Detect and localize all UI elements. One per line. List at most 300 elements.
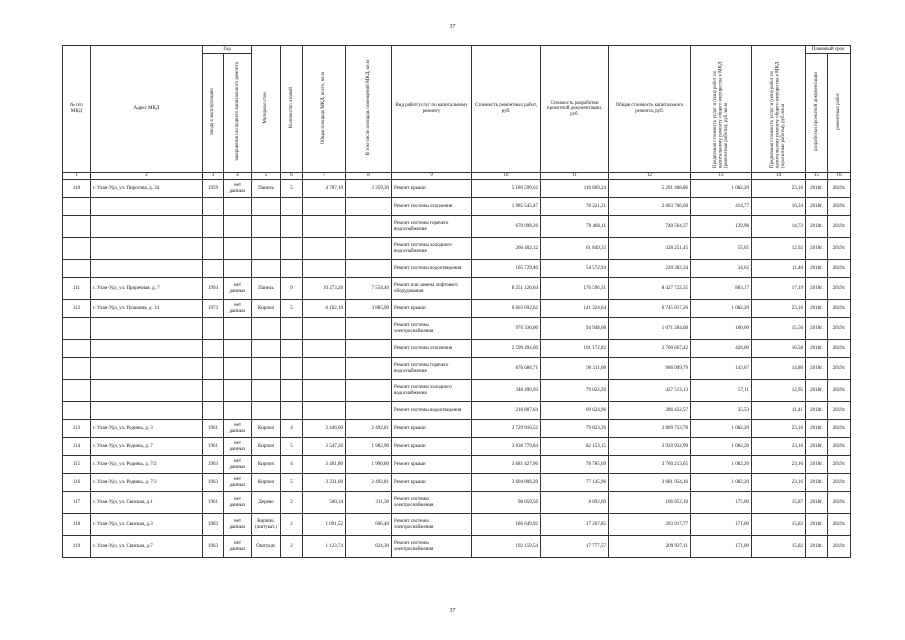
cell-total-area: [303, 238, 346, 260]
header-cost-total: Общая стоимость капитального ремонта, руб.: [609, 46, 691, 173]
cell-limit-works: 1 082,20: [691, 474, 752, 492]
cell-cost-total: 5 291 468,86: [609, 180, 691, 198]
col-number: 15: [806, 173, 828, 180]
cell-plan-design: 2018г.: [806, 536, 828, 558]
cell-floors: 5: [281, 300, 303, 318]
cell-limit-works: 57,11: [691, 380, 752, 402]
table-row: [63, 198, 851, 216]
cell-limit-design: 23,16: [752, 300, 806, 318]
cell-last-repair: [224, 340, 252, 358]
cell-plan-works: 2019г.: [828, 260, 851, 278]
cell-limit-works: 1 082,20: [691, 300, 752, 318]
cell-total-area: [303, 198, 346, 216]
cell-cost-total: 2 700 667,42: [609, 340, 691, 358]
cell-year: [203, 358, 224, 380]
cell-year: [203, 380, 224, 402]
cell-cost-design: 78 785,69: [541, 456, 609, 474]
col-number: 7: [303, 173, 346, 180]
cell-work-type: Ремонт крыши: [392, 300, 472, 318]
cell-address: г. Улан-Удэ, ул. Родины, д. 3: [91, 420, 203, 438]
cell-cost-works: 670 098,26: [472, 216, 541, 238]
cell-no: 111: [63, 278, 91, 300]
cell-walls: [252, 238, 281, 260]
cell-total-area: 10 273,20: [303, 278, 346, 300]
cell-year: [203, 340, 224, 358]
cell-plan-works: 2019г.: [828, 278, 851, 300]
cell-work-type: Ремонт крыши: [392, 180, 472, 198]
cell-premises-area: 2 492,81: [346, 420, 392, 438]
cell-address: г. Улан-Удэ, ул. Родины, д. 7/3: [91, 474, 203, 492]
header-plan-works-text: ремонтных работ: [836, 93, 842, 131]
cell-premises-area: [346, 238, 392, 260]
cell-cost-design: 101 172,82: [541, 340, 609, 358]
cell-last-repair: нет данных: [224, 420, 252, 438]
cell-plan-works: 2019г.: [828, 198, 851, 216]
cell-last-repair: нет данных: [224, 456, 252, 474]
cell-cost-works: 98 059,50: [472, 492, 541, 514]
cell-plan-design: 2018г.: [806, 180, 828, 198]
cell-cost-works: 3 604 808,20: [472, 474, 541, 492]
cell-total-area: 1 091,52: [303, 514, 346, 536]
table-row: [63, 514, 851, 536]
header-floors-text: Количество этажей: [288, 87, 294, 129]
cell-plan-works: 2019г.: [828, 420, 851, 438]
cell-address: [91, 216, 203, 238]
cell-year: [203, 198, 224, 216]
cell-address: г. Улан-Удэ, ул. Приречная, д. 7: [91, 278, 203, 300]
cell-limit-design: 23,16: [752, 456, 806, 474]
cell-no: 117: [63, 492, 91, 514]
cell-cost-works: 876 688,71: [472, 358, 541, 380]
cell-last-repair: [224, 358, 252, 380]
cell-floors: [281, 216, 303, 238]
cell-no: [63, 238, 91, 260]
cell-work-type: Ремонт системы электроснабжения: [392, 492, 472, 514]
table-row: [63, 438, 851, 456]
header-limit-design-text: Предельная стоимость услуг и (или) работ по капитальному ремонту общего имущества в МКД (проектные работы), руб./кв.м: [770, 61, 787, 168]
table-row: [63, 456, 851, 474]
cell-no: [63, 380, 91, 402]
page-number-bottom: 37: [449, 608, 456, 614]
col-number: 9: [392, 173, 472, 180]
cell-year: [203, 260, 224, 278]
cell-limit-works: 171,00: [691, 536, 752, 558]
col-number: 11: [541, 173, 609, 180]
cell-cost-works: 3 729 910,52: [472, 420, 541, 438]
cell-premises-area: [346, 340, 392, 358]
cell-limit-works: 175,00: [691, 492, 752, 514]
cell-premises-area: 2 492,81: [346, 474, 392, 492]
col-number: 10: [472, 173, 541, 180]
cell-limit-design: 23,16: [752, 474, 806, 492]
cell-cost-total: 740 564,37: [609, 216, 691, 238]
cell-cost-works: 165 729,40: [472, 260, 541, 278]
column-number-row: [63, 173, 851, 180]
header-total-area-text: Общая площадь МКД, всего, кв.м: [321, 71, 327, 144]
cell-year: 1994: [203, 278, 224, 300]
cell-floors: 2: [281, 536, 303, 558]
cell-plan-design: 2018г.: [806, 358, 828, 380]
cell-total-area: [303, 260, 346, 278]
cell-cost-design: 79 022,20: [541, 380, 609, 402]
table-row: [63, 474, 851, 492]
cell-floors: 5: [281, 438, 303, 456]
cell-plan-design: 2018г.: [806, 318, 828, 340]
cell-year: 1961: [203, 492, 224, 514]
cell-work-type: Ремонт системы отопления: [392, 340, 472, 358]
cell-plan-design: 2018г.: [806, 198, 828, 216]
cell-floors: [281, 402, 303, 420]
cell-work-type: Ремонт крыши: [392, 438, 472, 456]
cell-work-type: Ремонт системы электроснабжения: [392, 318, 472, 340]
cell-last-repair: [224, 380, 252, 402]
cell-limit-works: 1 082,20: [691, 180, 752, 198]
cell-walls: [252, 380, 281, 402]
cell-floors: 2: [281, 514, 303, 536]
cell-plan-works: 2019г.: [828, 340, 851, 358]
table-body: [63, 180, 851, 558]
cell-floors: 5: [281, 474, 303, 492]
cell-limit-works: 139,98: [691, 216, 752, 238]
cell-cost-total: 6 745 017,26: [609, 300, 691, 318]
cell-address: [91, 340, 203, 358]
cell-cost-design: 141 324,64: [541, 300, 609, 318]
cell-floors: [281, 198, 303, 216]
cell-plan-design: 2018г.: [806, 420, 828, 438]
header-year-last-repair-text: завершения последнего капитального ремонта: [234, 62, 240, 162]
cell-cost-works: 186 649,92: [472, 514, 541, 536]
cell-limit-design: 23,16: [752, 438, 806, 456]
cell-limit-design: 15,82: [752, 514, 806, 536]
cell-walls: Кирпич: [252, 474, 281, 492]
cell-no: [63, 318, 91, 340]
cell-cost-design: 70 466,11: [541, 216, 609, 238]
cell-year: 1963: [203, 456, 224, 474]
cell-walls: Кирпич: [252, 456, 281, 474]
cell-walls: [252, 358, 281, 380]
cell-cost-works: 5 180 599,62: [472, 180, 541, 198]
cell-premises-area: 3 359,30: [346, 180, 392, 198]
cell-address: г. Улан-Удэ, ул. Свиская, д.3: [91, 514, 203, 536]
cell-floors: [281, 380, 303, 402]
table-row: [63, 380, 851, 402]
cell-limit-design: 15,82: [752, 536, 806, 558]
cell-work-type: Ремонт крыши: [392, 474, 472, 492]
cell-limit-works: 803,17: [691, 278, 752, 300]
cell-premises-area: [346, 402, 392, 420]
cell-plan-works: 2019г.: [828, 238, 851, 260]
header-work-type: Вид работ/услуг по капитальному ремонту: [392, 46, 472, 173]
cell-walls: Панель: [252, 180, 281, 198]
cell-cost-total: 3 809 733,78: [609, 420, 691, 438]
cell-address: г. Улан-Удэ, ул. Родины, д. 7: [91, 438, 203, 456]
col-number: 3: [203, 173, 224, 180]
cell-limit-works: 414,77: [691, 198, 752, 216]
cell-floors: [281, 340, 303, 358]
header-year-group: Год: [203, 46, 252, 54]
cell-no: [63, 260, 91, 278]
cell-plan-design: 2018г.: [806, 402, 828, 420]
cell-cost-total: 2 063 766,68: [609, 198, 691, 216]
cell-address: [91, 260, 203, 278]
cell-last-repair: [224, 318, 252, 340]
cell-no: 114: [63, 438, 91, 456]
cell-no: [63, 216, 91, 238]
cell-floors: 4: [281, 456, 303, 474]
cell-plan-design: 2018г.: [806, 456, 828, 474]
cell-cost-total: 209 937,11: [609, 536, 691, 558]
cell-no: 115: [63, 456, 91, 474]
cell-address: [91, 402, 203, 420]
header-total-area: [303, 46, 346, 173]
table-row: [63, 318, 851, 340]
table-row: [63, 492, 851, 514]
cell-address: [91, 238, 203, 260]
cell-floors: 4: [281, 420, 303, 438]
cell-walls: [252, 402, 281, 420]
header-cost-works: Стоимость ремонтных работ, руб.: [472, 46, 541, 173]
cell-last-repair: нет данных: [224, 300, 252, 318]
cell-total-area: 4 787,10: [303, 180, 346, 198]
col-number: 13: [691, 173, 752, 180]
cell-limit-works: 55,65: [691, 238, 752, 260]
cell-year: 1961: [203, 438, 224, 456]
cell-no: 116: [63, 474, 91, 492]
cell-limit-works: 1 082,20: [691, 420, 752, 438]
cell-walls: [252, 318, 281, 340]
cell-year: [203, 318, 224, 340]
cell-premises-area: [346, 198, 392, 216]
cell-cost-total: 3 920 932,99: [609, 438, 691, 456]
cell-last-repair: [224, 402, 252, 420]
cell-cost-total: 8 427 722,35: [609, 278, 691, 300]
cell-no: [63, 358, 91, 380]
cell-plan-design: 2018г.: [806, 260, 828, 278]
capital-repair-table: [62, 45, 851, 558]
cell-plan-design: 2018г.: [806, 380, 828, 402]
cell-work-type: Ремонт системы горячего водоснабжения: [392, 216, 472, 238]
cell-address: г. Улан-Удэ, ул. Пушкина, д. 14: [91, 300, 203, 318]
cell-cost-works: 3 681 427,96: [472, 456, 541, 474]
cell-floors: 2: [281, 492, 303, 514]
cell-total-area: [303, 216, 346, 238]
cell-premises-area: 311,30: [346, 492, 392, 514]
col-number: 14: [752, 173, 806, 180]
cell-no: 112: [63, 300, 91, 318]
table-row: [63, 278, 851, 300]
cell-limit-works: 1 082,20: [691, 456, 752, 474]
table-row: [63, 238, 851, 260]
cell-premises-area: [346, 358, 392, 380]
cell-walls: Кирпич: [252, 438, 281, 456]
cell-cost-total: 966 999,79: [609, 358, 691, 380]
cell-limit-works: 34,62: [691, 260, 752, 278]
cell-cost-total: 3 760 213,65: [609, 456, 691, 474]
cell-total-area: 3 401,80: [303, 456, 346, 474]
cell-limit-works: 1 082,20: [691, 438, 752, 456]
header-year-commission-text: ввода в эксплуатацию: [210, 88, 216, 135]
cell-cost-design: 176 596,31: [541, 278, 609, 300]
cell-cost-works: 6 603 692,62: [472, 300, 541, 318]
col-number: 6: [281, 173, 303, 180]
cell-walls: Кирпич: [252, 420, 281, 438]
cell-plan-design: 2018г.: [806, 238, 828, 260]
cell-total-area: [303, 380, 346, 402]
cell-year: 1963: [203, 474, 224, 492]
cell-address: г. Улан-Удэ, ул. Родины, д. 7/2: [91, 456, 203, 474]
cell-plan-works: 2019г.: [828, 300, 851, 318]
header-cost-design: Стоимость разработки проектной документации, руб.: [541, 46, 609, 173]
cell-total-area: 6 102,10: [303, 300, 346, 318]
cell-plan-works: 2019г.: [828, 358, 851, 380]
cell-walls: Панель: [252, 278, 281, 300]
cell-total-area: 560,34: [303, 492, 346, 514]
cell-plan-works: 2019г.: [828, 492, 851, 514]
header-plan-group: Плановый срок: [806, 46, 851, 54]
cell-plan-design: 2018г.: [806, 438, 828, 456]
cell-last-repair: нет данных: [224, 438, 252, 456]
cell-total-area: 3 331,60: [303, 474, 346, 492]
cell-limit-works: 171,00: [691, 514, 752, 536]
table-row: [63, 340, 851, 358]
cell-cost-total: 3 681 954,16: [609, 474, 691, 492]
cell-address: г. Улан-Удэ, ул. Свиская, д.1: [91, 492, 203, 514]
header-plan-design-text: разработки проектной документации: [813, 72, 819, 152]
cell-limit-design: 12,95: [752, 380, 806, 402]
cell-cost-total: 106 952,10: [609, 492, 691, 514]
header-limit-design: [752, 46, 806, 173]
cell-no: [63, 198, 91, 216]
cell-limit-design: 11,40: [752, 260, 806, 278]
cell-no: 113: [63, 420, 91, 438]
cell-cost-works: 8 251 126,04: [472, 278, 541, 300]
cell-no: [63, 402, 91, 420]
cell-walls: [252, 340, 281, 358]
cell-cost-works: 192 159,54: [472, 536, 541, 558]
header-floors: [281, 46, 303, 173]
table-row: [63, 536, 851, 558]
col-number: 1: [63, 173, 91, 180]
cell-cost-total: 427 513,13: [609, 380, 691, 402]
header-limit-works-text: Предельная стоимость услуг и (или) работ по капитальному ремонту общего имущества в МКД (ремонтные работы), руб./кв.м: [712, 61, 729, 168]
cell-last-repair: [224, 198, 252, 216]
col-number: 5: [252, 173, 281, 180]
cell-cost-works: 216 807,64: [472, 402, 541, 420]
page-number-top: 37: [449, 24, 456, 30]
cell-last-repair: нет данных: [224, 536, 252, 558]
cell-year: [203, 402, 224, 420]
cell-plan-works: 2019г.: [828, 380, 851, 402]
cell-no: 119: [63, 536, 91, 558]
cell-total-area: 3 446,60: [303, 420, 346, 438]
cell-plan-design: 2018г.: [806, 474, 828, 492]
cell-cost-works: 3 838 779,84: [472, 438, 541, 456]
cell-cost-design: 69 624,96: [541, 402, 609, 420]
cell-cost-works: 2 599 494,60: [472, 340, 541, 358]
cell-walls: [252, 216, 281, 238]
cell-limit-works: 160,00: [691, 318, 752, 340]
cell-floors: [281, 260, 303, 278]
cell-walls: [252, 260, 281, 278]
col-number: 12: [609, 173, 691, 180]
cell-walls: Кирпич: [252, 300, 281, 318]
cell-plan-design: 2018г.: [806, 514, 828, 536]
cell-total-area: 1 123,74: [303, 536, 346, 558]
cell-limit-works: 35,53: [691, 402, 752, 420]
cell-cost-design: 61 849,33: [541, 238, 609, 260]
cell-total-area: [303, 358, 346, 380]
cell-floors: [281, 358, 303, 380]
header-year-last-repair: [224, 54, 252, 173]
cell-cost-total: 1 071 284,68: [609, 318, 691, 340]
cell-cost-design: 82 153,15: [541, 438, 609, 456]
cell-limit-works: 143,67: [691, 358, 752, 380]
cell-limit-design: 14,80: [752, 358, 806, 380]
cell-address: [91, 198, 203, 216]
cell-work-type: Ремонт крыши: [392, 420, 472, 438]
cell-floors: 9: [281, 278, 303, 300]
cell-plan-works: 2019г.: [828, 514, 851, 536]
cell-year: 1973: [203, 300, 224, 318]
cell-cost-design: 79 823,26: [541, 420, 609, 438]
cell-year: 1963: [203, 536, 224, 558]
cell-plan-works: 2019г.: [828, 474, 851, 492]
table-row: [63, 420, 851, 438]
cell-last-repair: нет данных: [224, 180, 252, 198]
cell-plan-works: 2019г.: [828, 456, 851, 474]
header-row-top: [63, 46, 851, 54]
cell-cost-design: 94 948,68: [541, 318, 609, 340]
cell-address: [91, 380, 203, 402]
cell-work-type: Ремонт системы электроснабжения: [392, 536, 472, 558]
header-year-commission: [203, 54, 224, 173]
cell-no: [63, 340, 91, 358]
cell-work-type: Ремонт системы водоотведения: [392, 402, 472, 420]
cell-limit-design: 14,72: [752, 216, 806, 238]
col-number: 2: [91, 173, 203, 180]
cell-year: 1963: [203, 514, 224, 536]
cell-limit-design: 16,34: [752, 198, 806, 216]
cell-cost-total: 220 302,34: [609, 260, 691, 278]
cell-cost-total: 286 432,57: [609, 402, 691, 420]
cell-year: [203, 216, 224, 238]
cell-limit-design: 17,19: [752, 278, 806, 300]
cell-limit-design: 16,58: [752, 340, 806, 358]
cell-last-repair: [224, 216, 252, 238]
cell-premises-area: 606,40: [346, 514, 392, 536]
header-plan-works: [828, 54, 851, 173]
cell-limit-design: 12,92: [752, 238, 806, 260]
table-row: [63, 260, 851, 278]
cell-last-repair: нет данных: [224, 514, 252, 536]
cell-no: 110: [63, 180, 91, 198]
cell-plan-works: 2019г.: [828, 402, 851, 420]
cell-last-repair: нет данных: [224, 474, 252, 492]
cell-premises-area: 7 554,40: [346, 278, 392, 300]
cell-walls: [252, 198, 281, 216]
cell-cost-works: 266 402,12: [472, 238, 541, 260]
cell-cost-design: 17 267,85: [541, 514, 609, 536]
header-limit-works: [691, 46, 752, 173]
cell-cost-design: 17 777,57: [541, 536, 609, 558]
cell-total-area: [303, 402, 346, 420]
cell-plan-works: 2019г.: [828, 180, 851, 198]
cell-limit-design: 23,16: [752, 420, 806, 438]
table-row: [63, 402, 851, 420]
header-premises-area: [346, 46, 392, 173]
cell-cost-design: 77 145,96: [541, 474, 609, 492]
cell-work-type: Ремонт системы горячего водоснабжения: [392, 358, 472, 380]
